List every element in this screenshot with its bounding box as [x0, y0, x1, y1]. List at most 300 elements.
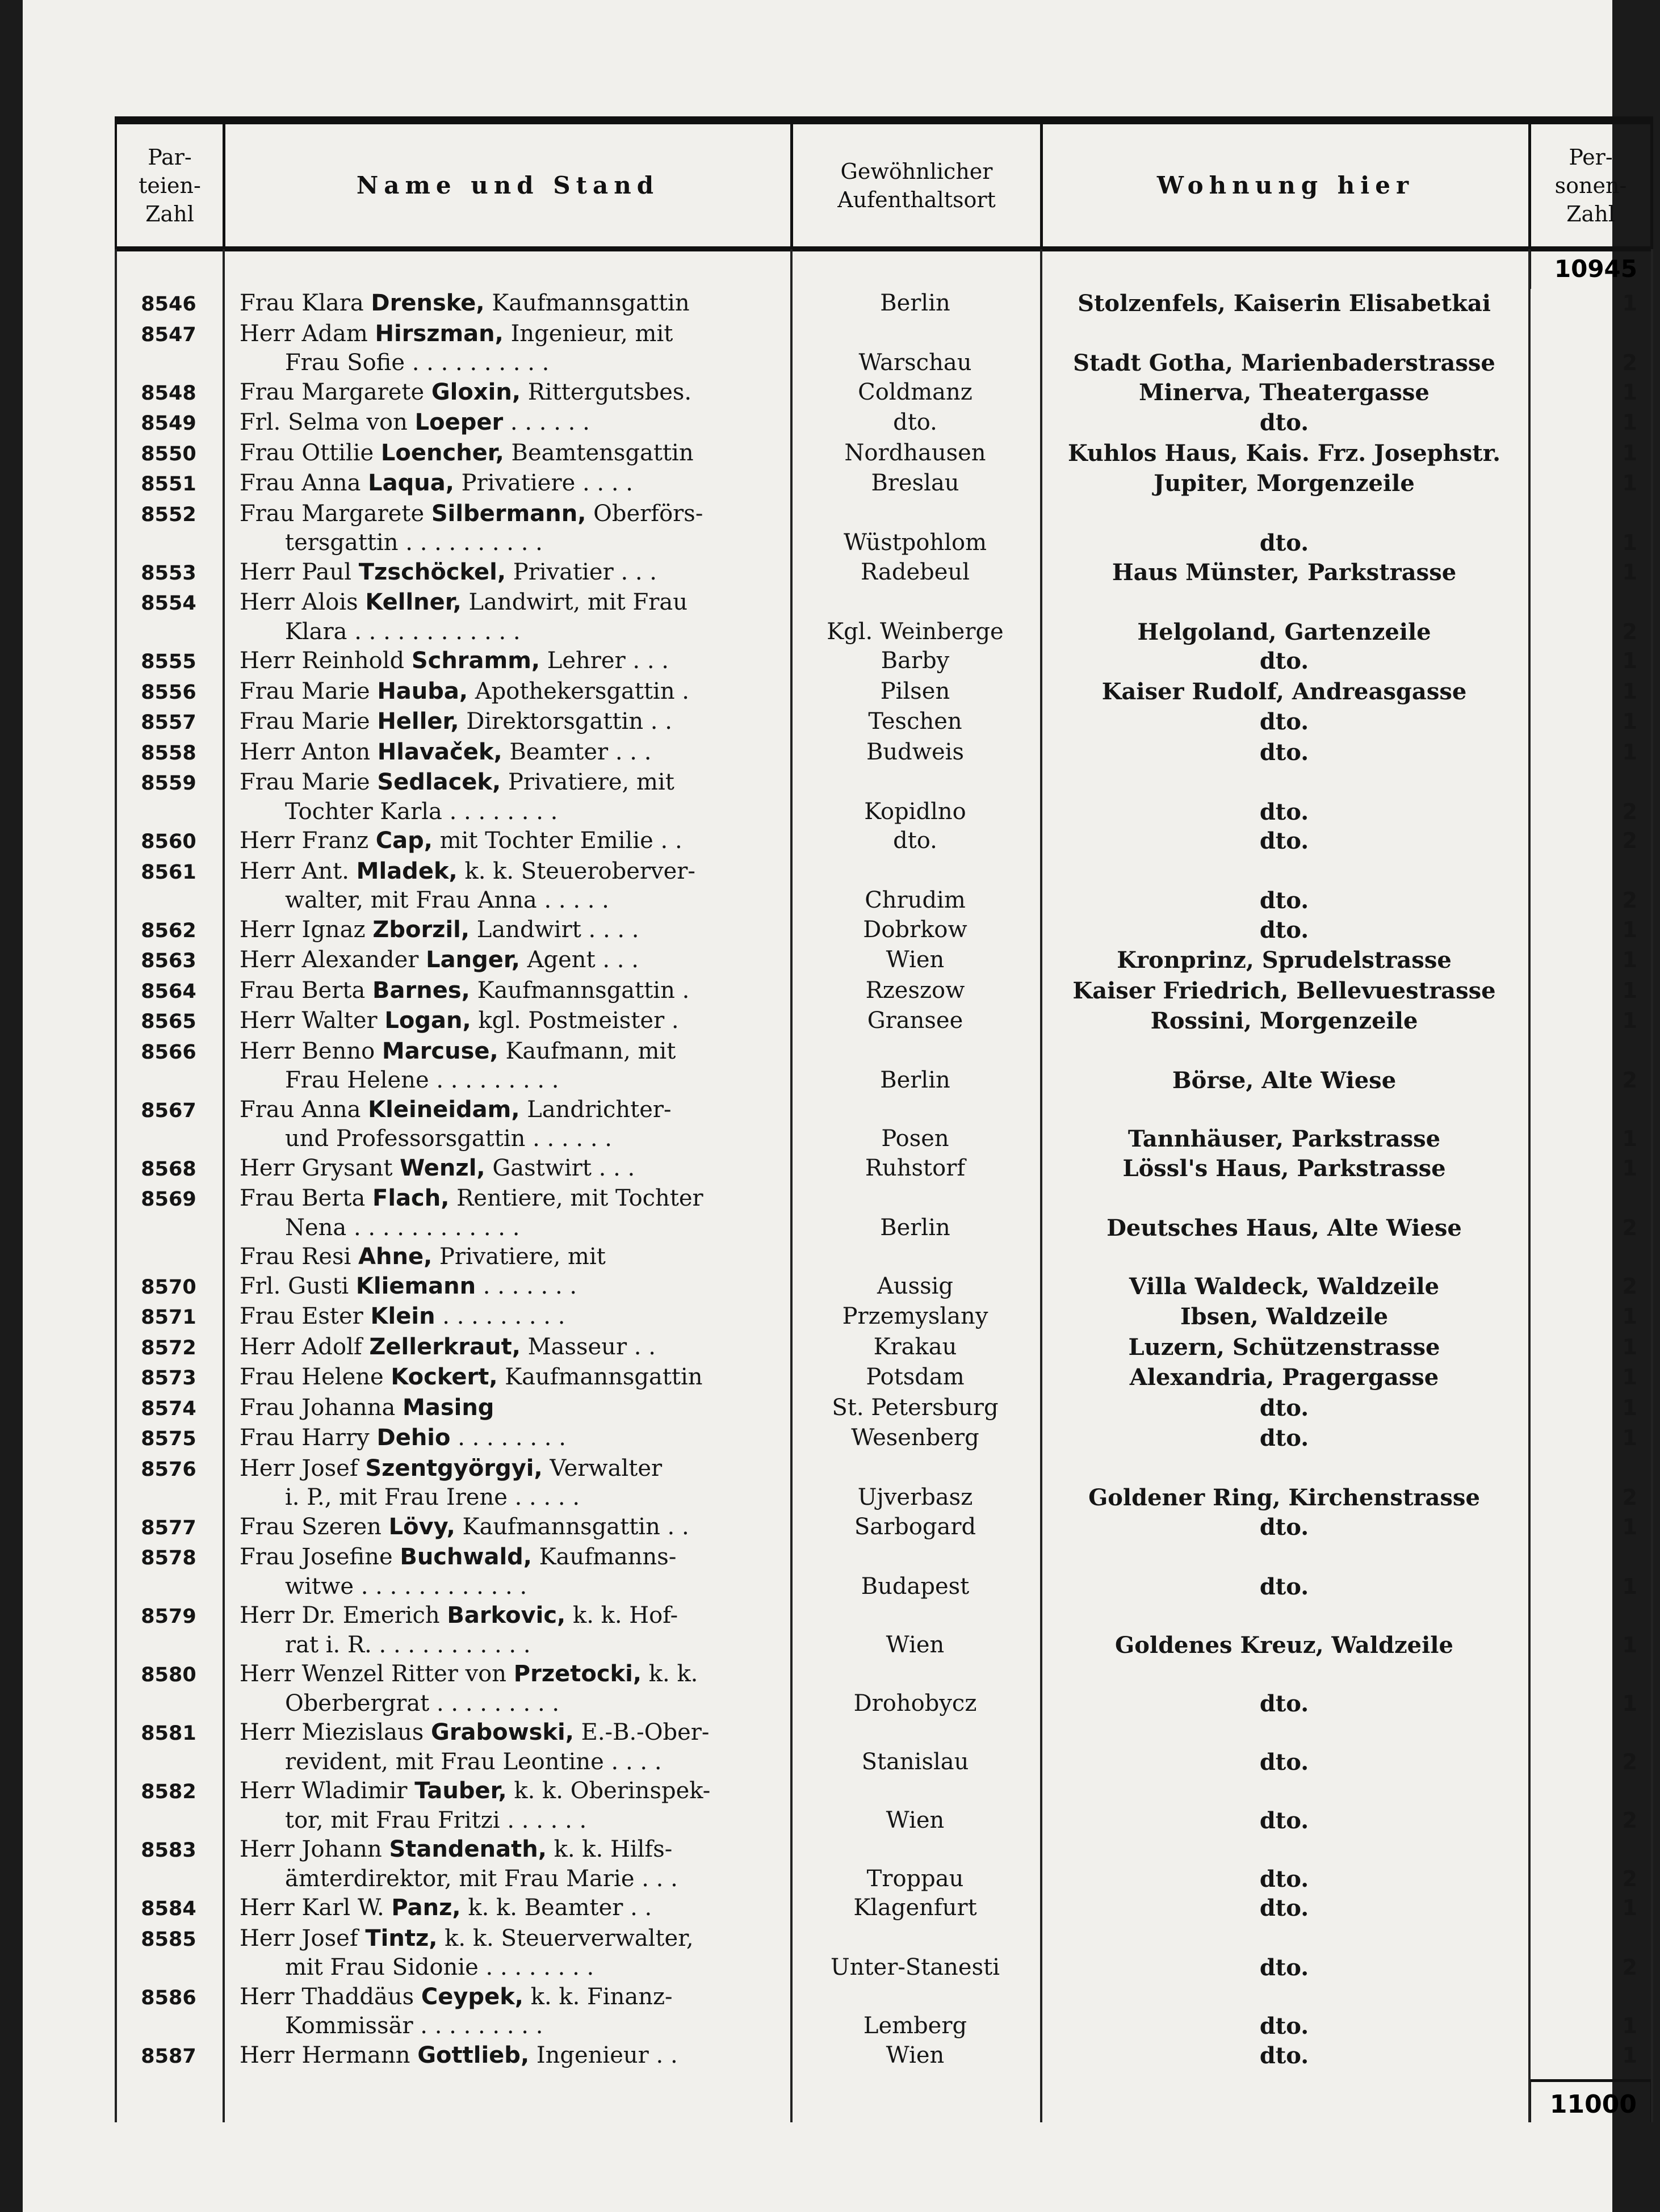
- name-prefix: Herr Josef: [240, 1925, 366, 1951]
- local-address: dto.: [1259, 708, 1309, 735]
- occupation: Lehrer . . .: [540, 648, 669, 674]
- persons-count: 2: [1622, 1807, 1637, 1833]
- table-row: [115, 1302, 1653, 1333]
- name-and-status: [223, 1924, 790, 1983]
- usual-residence: Stanislau: [861, 1748, 969, 1775]
- name-prefix: Oberbergrat . . . . . . . . .: [285, 1690, 560, 1716]
- local-address: dto.: [1259, 887, 1309, 914]
- local-address: Goldener Ring, Kirchenstrasse: [1088, 1484, 1480, 1511]
- surname: Tauber,: [414, 1778, 507, 1804]
- name-line: [240, 1689, 779, 1719]
- name-line: [240, 1894, 779, 1923]
- surname: Hlavaček,: [377, 738, 502, 765]
- name-and-status: [223, 1393, 790, 1424]
- name-prefix: Klara . . . . . . . . . . . .: [285, 618, 521, 645]
- local-address: dto.: [1259, 1425, 1309, 1451]
- occupation: Rentiere, mit Tochter: [449, 1185, 703, 1211]
- name-and-status: [223, 738, 790, 769]
- name-prefix: Frau Ottilie: [240, 439, 381, 466]
- party-number: 8555: [141, 650, 196, 673]
- table-row: [115, 916, 1653, 946]
- name-and-status: [223, 826, 790, 857]
- party-number: 8567: [141, 1099, 196, 1122]
- occupation: Kaufmannsgattin: [497, 1364, 703, 1390]
- name-line: [240, 946, 779, 975]
- table-row: [115, 1154, 1653, 1185]
- usual-residence: Wesenberg: [851, 1425, 979, 1451]
- local-address: Goldenes Kreuz, Waldzeile: [1115, 1631, 1453, 1659]
- occupation: Kaufmannsgattin: [484, 290, 690, 316]
- party-number: 8580: [141, 1664, 196, 1686]
- name-and-status: [223, 1601, 790, 1660]
- persons-count: 1: [1622, 977, 1637, 1003]
- name-prefix: walter, mit Frau Anna . . . . .: [285, 887, 609, 913]
- party-number: 8547: [141, 323, 196, 346]
- local-address: Börse, Alte Wiese: [1172, 1067, 1397, 1094]
- occupation: k. k. Finanz-: [523, 1983, 673, 2010]
- local-address: dto.: [1259, 1513, 1309, 1541]
- table-row: [115, 408, 1653, 439]
- local-address: dto.: [1259, 1954, 1309, 1981]
- surname: Tzschöckel,: [358, 559, 506, 585]
- persons-count: 1: [1622, 291, 1637, 316]
- name-line: [240, 707, 779, 737]
- local-address: Kuhlos Haus, Kais. Frz. Josephstr.: [1067, 439, 1501, 467]
- table-row: [115, 320, 1653, 378]
- persons-count: 1: [1622, 1573, 1637, 1599]
- local-address: Jupiter, Morgenzeile: [1154, 470, 1415, 497]
- name-line: [240, 1393, 779, 1423]
- surname: Masing: [403, 1394, 494, 1421]
- party-number: 8585: [141, 1928, 196, 1951]
- name-prefix: Herr Thaddäus: [240, 1983, 421, 2010]
- usual-residence: Nordhausen: [844, 439, 986, 466]
- party-number: 8587: [141, 2045, 196, 2068]
- usual-residence: Potsdam: [866, 1364, 965, 1390]
- local-address: Stolzenfels, Kaiserin Elisabetkai: [1078, 290, 1491, 317]
- occupation: Kaufmannsgattin . .: [455, 1513, 689, 1540]
- persons-count: 1: [1622, 678, 1637, 704]
- name-prefix: tersgattin . . . . . . . . . .: [285, 530, 543, 556]
- party-number: 8554: [141, 592, 196, 615]
- occupation: Rittergutsbes.: [521, 379, 692, 405]
- persons-count: 1: [1622, 2042, 1637, 2068]
- party-number: 8586: [141, 1986, 196, 2009]
- name-line: [240, 1333, 779, 1362]
- name-and-status: [223, 378, 790, 409]
- name-prefix: i. P., mit Frau Irene . . . . .: [285, 1484, 580, 1510]
- party-number: 8563: [141, 950, 196, 972]
- party-number: 8571: [141, 1306, 196, 1329]
- party-number: 8569: [141, 1188, 196, 1211]
- local-address: dto.: [1259, 648, 1309, 674]
- name-prefix: Frau Ester: [240, 1303, 371, 1329]
- table-row: [115, 1424, 1653, 1454]
- occupation: . . . . . .: [503, 409, 590, 435]
- surname: Lövy,: [388, 1513, 455, 1540]
- name-and-status: [223, 1543, 790, 1601]
- name-prefix: Frau Helene . . . . . . . . .: [285, 1067, 559, 1093]
- name-and-status: [223, 1454, 790, 1513]
- persons-count: 1: [1622, 1690, 1637, 1716]
- usual-residence: Barby: [881, 648, 950, 674]
- surname: Kleineidam,: [368, 1096, 520, 1123]
- local-address: dto.: [1259, 828, 1309, 854]
- persons-count: 1: [1622, 739, 1637, 765]
- name-line: [240, 1243, 779, 1272]
- usual-residence: Wien: [886, 1807, 945, 1833]
- name-and-status: [223, 916, 790, 946]
- name-and-status: [223, 1272, 790, 1303]
- name-prefix: Herr Alois: [240, 589, 366, 615]
- name-line: [240, 1302, 779, 1332]
- name-line: [240, 798, 779, 827]
- name-line: [240, 1424, 779, 1453]
- name-prefix: Frau Josefine: [240, 1544, 400, 1570]
- occupation: Beamter . . .: [502, 738, 652, 765]
- surname: Laqua,: [368, 470, 454, 496]
- usual-residence: Chrudim: [865, 887, 966, 913]
- name-prefix: Herr Paul: [240, 559, 359, 585]
- party-number: 8575: [141, 1428, 196, 1450]
- usual-residence: Wüstpohlom: [843, 530, 987, 556]
- occupation: Direktorsgattin . .: [459, 708, 672, 734]
- local-address: dto.: [1259, 1394, 1309, 1421]
- occupation: k. k. Steueroberver-: [457, 858, 695, 884]
- name-line: [240, 1835, 779, 1865]
- usual-residence: Drohobycz: [853, 1690, 977, 1716]
- local-address: Deutsches Haus, Alte Wiese: [1106, 1214, 1462, 1241]
- name-line: [240, 469, 779, 498]
- name-and-status: [223, 320, 790, 378]
- name-prefix: Frau Harry: [240, 1425, 377, 1451]
- name-prefix: Frau Resi: [240, 1244, 359, 1270]
- local-address: dto.: [1259, 2042, 1309, 2069]
- occupation: Verwalter: [542, 1455, 663, 1481]
- name-and-status: [223, 1333, 790, 1363]
- name-line: [240, 378, 779, 408]
- occupation: Privatiere . . . .: [454, 470, 633, 496]
- surname: Marcuse,: [382, 1038, 498, 1064]
- surname: Langer,: [426, 947, 520, 973]
- persons-count: 2: [1622, 828, 1637, 853]
- surname: Tintz,: [365, 1925, 438, 1951]
- name-prefix: Frau Anna: [240, 470, 368, 496]
- table-row: [115, 1006, 1653, 1037]
- persons-count: 1: [1622, 1126, 1637, 1151]
- usual-residence: Dobrkow: [863, 916, 967, 943]
- table-row: [115, 1333, 1653, 1363]
- persons-count: 1: [1622, 1008, 1637, 1033]
- surname: Zborzil,: [372, 916, 470, 943]
- usual-residence: Coldmanz: [858, 379, 972, 405]
- name-line: [240, 1983, 779, 2012]
- header-persons: Per- sonen- Zahl: [1528, 124, 1653, 246]
- persons-count: 1: [1622, 1425, 1637, 1450]
- local-address: dto.: [1259, 530, 1309, 556]
- local-address: Ibsen, Waldzeile: [1180, 1303, 1389, 1330]
- name-prefix: Frau Anna: [240, 1096, 368, 1123]
- name-line: [240, 1124, 779, 1154]
- party-number: 8550: [141, 442, 196, 465]
- persons-count: 1: [1622, 2013, 1637, 2038]
- name-prefix: Frau Johanna: [240, 1394, 403, 1421]
- persons-count: 2: [1622, 1273, 1637, 1299]
- entry-list: [115, 289, 1653, 2071]
- party-number: 8573: [141, 1367, 196, 1390]
- name-prefix: Herr Ant.: [240, 858, 357, 884]
- name-prefix: Frau Szeren: [240, 1513, 389, 1540]
- local-address: Haus Münster, Parkstrasse: [1112, 559, 1457, 586]
- usual-residence: Troppau: [866, 1865, 964, 1892]
- usual-residence: Sarbogard: [854, 1513, 976, 1540]
- surname: Przetocki,: [513, 1661, 642, 1687]
- table-row: [115, 1660, 1653, 1718]
- guest-register-table: [115, 116, 1653, 2122]
- local-address: dto.: [1259, 409, 1309, 436]
- name-and-status: [223, 558, 790, 589]
- name-and-status: [223, 1302, 790, 1333]
- table-row: [115, 2041, 1653, 2072]
- surname: Wenzl,: [400, 1155, 485, 1181]
- name-prefix: tor, mit Frau Fritzi . . . . . .: [285, 1807, 587, 1833]
- name-line: [240, 738, 779, 767]
- name-and-status: [223, 1184, 790, 1272]
- party-number: 8577: [141, 1516, 196, 1539]
- name-and-status: [223, 768, 790, 826]
- header-name: Name und Stand: [223, 124, 790, 246]
- surname: Kockert,: [391, 1364, 498, 1390]
- surname: Panz,: [391, 1895, 461, 1921]
- surname: Heller,: [377, 708, 459, 734]
- table-row: [115, 1513, 1653, 1543]
- local-address: Luzern, Schützenstrasse: [1128, 1333, 1440, 1361]
- persons-count: 1: [1622, 947, 1637, 972]
- name-and-status: [223, 2041, 790, 2072]
- local-address: dto.: [1259, 1807, 1309, 1834]
- name-line: [240, 1154, 779, 1183]
- party-number: 8561: [141, 861, 196, 884]
- occupation: Landwirt, mit Frau: [461, 589, 688, 615]
- header-address: Wohnung hier: [1040, 124, 1528, 246]
- table-row: [115, 469, 1653, 500]
- name-and-status: [223, 408, 790, 439]
- surname: Klein: [370, 1303, 435, 1329]
- usual-residence: Breslau: [871, 470, 959, 496]
- table-row: [115, 500, 1653, 558]
- table-row: [115, 857, 1653, 916]
- party-number: 8578: [141, 1547, 196, 1569]
- name-prefix: Frl. Selma von: [240, 409, 415, 435]
- name-prefix: ämterdirektor, mit Frau Marie . . .: [285, 1865, 678, 1892]
- surname: Hirszman,: [375, 320, 504, 347]
- persons-count: 2: [1622, 1215, 1637, 1240]
- table-row: [115, 1037, 1653, 1095]
- usual-residence: St. Petersburg: [832, 1394, 999, 1421]
- name-line: [240, 1272, 779, 1302]
- table-row: [115, 1272, 1653, 1303]
- local-address: dto.: [1259, 2013, 1309, 2039]
- table-row: [115, 1777, 1653, 1835]
- persons-count: 2: [1622, 350, 1637, 375]
- party-number: 8572: [141, 1336, 196, 1359]
- name-prefix: Herr Walter: [240, 1008, 385, 1034]
- occupation: Oberförs-: [586, 500, 703, 527]
- occupation: Ingenieur . .: [529, 2042, 678, 2068]
- persons-count: 2: [1622, 1866, 1637, 1891]
- party-number: 8570: [141, 1275, 196, 1299]
- name-line: [240, 1660, 779, 1689]
- name-line: [240, 1066, 779, 1095]
- occupation: Privatiere, mit: [501, 769, 674, 795]
- table-row: [115, 976, 1653, 1007]
- occupation: k. k.: [642, 1661, 698, 1687]
- name-line: [240, 1363, 779, 1392]
- usual-residence: Berlin: [880, 1214, 950, 1241]
- name-prefix: rat i. R. . . . . . . . . . . .: [285, 1631, 531, 1658]
- name-and-status: [223, 1154, 790, 1185]
- usual-residence: dto.: [893, 828, 937, 854]
- persons-count: 1: [1622, 648, 1637, 673]
- persons-count: 1: [1622, 917, 1637, 942]
- name-line: [240, 1631, 779, 1660]
- party-number: 8584: [141, 1898, 196, 1920]
- party-number: 8548: [141, 381, 196, 405]
- table-row: [115, 1184, 1653, 1272]
- party-number: 8568: [141, 1157, 196, 1181]
- name-line: [240, 320, 779, 349]
- occupation: mit Tochter Emilie . .: [432, 828, 682, 854]
- name-line: [240, 1543, 779, 1572]
- name-line: [240, 1806, 779, 1836]
- occupation: Landwirt . . . .: [470, 916, 639, 943]
- name-line: [240, 1865, 779, 1894]
- name-line: [240, 677, 779, 707]
- name-line: [240, 588, 779, 618]
- usual-residence: Kopidlno: [864, 798, 966, 825]
- occupation: kgl. Postmeister .: [471, 1008, 679, 1034]
- name-prefix: Frau Margarete: [240, 500, 431, 527]
- table-row: [115, 1095, 1653, 1154]
- name-prefix: Herr Ignaz: [240, 916, 373, 943]
- name-line: [240, 976, 779, 1006]
- name-line: [240, 1037, 779, 1067]
- name-and-status: [223, 1983, 790, 2041]
- usual-residence: Budweis: [866, 738, 964, 765]
- name-and-status: [223, 647, 790, 677]
- name-prefix: witwe . . . . . . . . . . . .: [285, 1573, 527, 1600]
- table-row: [115, 707, 1653, 738]
- name-line: [240, 528, 779, 558]
- name-prefix: Herr Wladimir: [240, 1778, 415, 1804]
- party-number: 8583: [141, 1839, 196, 1862]
- name-and-status: [223, 1894, 790, 1924]
- party-number: 8566: [141, 1040, 196, 1064]
- name-line: [240, 1454, 779, 1484]
- surname: Standenath,: [389, 1836, 547, 1862]
- name-line: [240, 647, 779, 676]
- persons-count: 1: [1622, 530, 1637, 555]
- surname: Zellerkraut,: [369, 1333, 521, 1360]
- local-address: Lössl's Haus, Parkstrasse: [1122, 1155, 1446, 1182]
- register-page: [23, 0, 1637, 2212]
- usual-residence: Rzeszow: [865, 977, 965, 1004]
- occupation: Masseur . .: [520, 1333, 656, 1360]
- name-prefix: und Professorsgattin . . . . . .: [285, 1126, 612, 1152]
- usual-residence: Wien: [886, 2042, 945, 2068]
- name-prefix: Herr Josef: [240, 1455, 366, 1481]
- surname: Flach,: [372, 1185, 450, 1211]
- surname: Drenske,: [371, 290, 485, 316]
- name-line: [240, 886, 779, 916]
- persons-count: 1: [1622, 1632, 1637, 1657]
- party-number: 8564: [141, 980, 196, 1003]
- local-address: Stadt Gotha, Marienbaderstrasse: [1073, 350, 1495, 376]
- name-line: [240, 500, 779, 529]
- local-address: Kronprinz, Sprudelstrasse: [1117, 947, 1452, 973]
- usual-residence: Unter-Stanesti: [830, 1954, 1000, 1980]
- name-prefix: Frau Margarete: [240, 379, 431, 405]
- name-and-status: [223, 1513, 790, 1543]
- local-address: Helgoland, Gartenzeile: [1137, 618, 1431, 645]
- local-address: Rossini, Morgenzeile: [1150, 1008, 1418, 1034]
- name-line: [240, 349, 779, 378]
- name-prefix: Herr Franz: [240, 828, 376, 854]
- party-number: 8556: [141, 681, 196, 704]
- occupation: . . . . . . . . .: [435, 1303, 565, 1329]
- name-line: [240, 1777, 779, 1806]
- occupation: Kaufmanns-: [531, 1544, 677, 1570]
- occupation: Privatier . . .: [506, 559, 657, 585]
- name-line: [240, 916, 779, 945]
- name-prefix: Frau Klara: [240, 290, 371, 316]
- persons-count: 2: [1622, 619, 1637, 644]
- party-number: 8565: [141, 1010, 196, 1033]
- name-and-status: [223, 1777, 790, 1835]
- surname: Hauba,: [377, 678, 468, 704]
- local-address: Alexandria, Pragergasse: [1129, 1364, 1439, 1391]
- local-address: dto.: [1259, 798, 1309, 825]
- table-row: [115, 378, 1653, 409]
- name-prefix: Tochter Karla . . . . . . . .: [285, 798, 558, 825]
- name-prefix: Frl. Gusti: [240, 1273, 356, 1299]
- persons-count: 1: [1622, 379, 1637, 405]
- name-line: [240, 439, 779, 468]
- table-row: [115, 289, 1653, 320]
- name-line: [240, 1483, 779, 1513]
- party-number: 8549: [141, 412, 196, 435]
- surname: Loeper: [414, 409, 504, 435]
- name-line: [240, 289, 779, 318]
- surname: Cap,: [375, 828, 433, 854]
- occupation: k. k. Hilfs-: [546, 1836, 673, 1862]
- surname: Sedlacek,: [377, 769, 501, 795]
- name-prefix: Herr Dr. Emerich: [240, 1602, 447, 1628]
- party-number: 8579: [141, 1605, 196, 1628]
- name-line: [240, 1513, 779, 1542]
- table-row: [115, 738, 1653, 769]
- table-row: [115, 558, 1653, 589]
- name-prefix: Herr Reinhold: [240, 648, 412, 674]
- party-number: 8546: [141, 293, 196, 316]
- persons-count: 2: [1622, 1068, 1637, 1093]
- occupation: Privatiere, mit: [432, 1244, 606, 1270]
- name-prefix: Herr Wenzel Ritter von: [240, 1661, 514, 1687]
- usual-residence: Krakau: [873, 1333, 957, 1360]
- name-prefix: Herr Benno: [240, 1038, 382, 1064]
- surname: Schramm,: [411, 648, 540, 674]
- name-prefix: Herr Karl W.: [240, 1895, 392, 1921]
